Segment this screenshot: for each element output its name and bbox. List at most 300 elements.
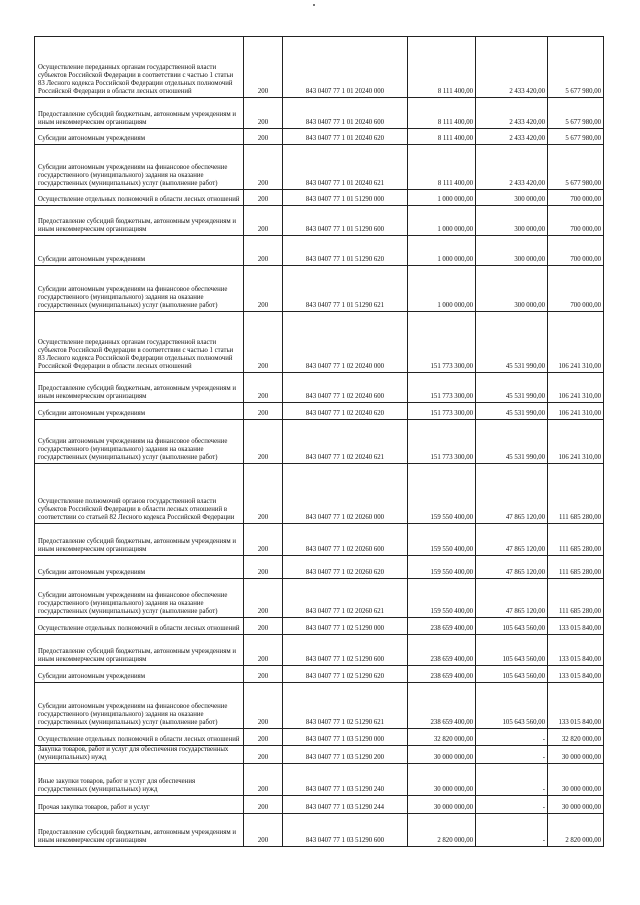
row-classification-code — [283, 420, 408, 464]
row-executed-amount-text: 47 865 120,00 — [505, 513, 545, 521]
row-unexecuted-amount-text: 106 241 310,00 — [558, 362, 601, 370]
row-classification-code-text: 843 0407 77 1 03 51290 240 — [305, 786, 385, 794]
row-approved-amount-text: 238 659 400,00 — [430, 718, 473, 726]
table-row — [35, 683, 604, 729]
table-row — [35, 666, 604, 683]
row-approved-amount-text: 1 000 000,00 — [437, 255, 473, 263]
row-approved-amount-text: 8 111 400,00 — [437, 87, 473, 95]
row-executed-amount-text: 47 865 120,00 — [505, 568, 545, 576]
row-classification-code — [283, 312, 408, 373]
row-unexecuted-amount — [548, 312, 604, 373]
row-executed-amount-text: 45 531 990,00 — [505, 392, 545, 400]
row-classification-code-text: 843 0407 77 1 02 20260 621 — [305, 607, 385, 615]
row-executed-amount-text: 300 000,00 — [514, 225, 545, 233]
row-unexecuted-amount — [548, 145, 604, 190]
row-code — [244, 814, 283, 847]
row-approved-amount — [408, 37, 476, 98]
row-description — [35, 683, 244, 729]
row-code-text: 200 — [257, 786, 269, 794]
row-approved-amount — [408, 206, 476, 236]
row-code — [244, 796, 283, 814]
row-approved-amount-text: 8 111 400,00 — [437, 179, 473, 187]
row-executed-amount-text: 2 433 420,00 — [509, 134, 545, 142]
row-approved-amount — [408, 524, 476, 556]
row-code-text: 200 — [257, 179, 269, 187]
row-description — [35, 403, 244, 420]
row-description-text: Осуществление переданных органам государственной власти субъектов Российской Федерации в соответствии с частью 1 статьи 83 Лесного кодекса Российской Федерации отдельных полномочий Российской Федерации в области лесных отношений — [38, 63, 234, 95]
row-executed-amount-text: - — [542, 837, 545, 845]
row-classification-code — [283, 814, 408, 847]
row-executed-amount — [476, 666, 548, 683]
row-approved-amount-text: 8 111 400,00 — [437, 134, 473, 142]
table-body — [35, 37, 604, 847]
row-classification-code-text: 843 0407 77 1 01 51290 000 — [305, 195, 385, 203]
table-row — [35, 764, 604, 796]
row-description — [35, 37, 244, 98]
row-classification-code — [283, 145, 408, 190]
row-code-text: 200 — [257, 837, 269, 845]
row-code — [244, 556, 283, 579]
row-executed-amount-text: - — [542, 786, 545, 794]
row-code — [244, 236, 283, 266]
row-classification-code-text: 843 0407 77 1 01 51290 621 — [305, 301, 385, 309]
row-classification-code-text: 843 0407 77 1 01 20240 620 — [305, 134, 385, 142]
row-executed-amount — [476, 729, 548, 746]
row-description — [35, 618, 244, 635]
row-description-text: Иные закупки товаров, работ и услуг для обеспечения государственных (муниципальных) нужд — [38, 778, 196, 794]
row-classification-code — [283, 746, 408, 764]
table-row — [35, 579, 604, 618]
row-unexecuted-amount-text: 5 677 980,00 — [565, 118, 601, 126]
table-row — [35, 266, 604, 312]
row-description — [35, 635, 244, 666]
row-code — [244, 145, 283, 190]
row-unexecuted-amount — [548, 464, 604, 524]
row-code — [244, 746, 283, 764]
row-unexecuted-amount-text: 700 000,00 — [570, 225, 601, 233]
row-approved-amount — [408, 145, 476, 190]
row-unexecuted-amount-text: 106 241 310,00 — [558, 392, 601, 400]
row-classification-code — [283, 190, 408, 206]
row-executed-amount-text: 300 000,00 — [514, 301, 545, 309]
row-executed-amount-text: 2 433 420,00 — [509, 87, 545, 95]
row-classification-code — [283, 579, 408, 618]
row-executed-amount-text: 300 000,00 — [514, 195, 545, 203]
row-description-text: Предоставление субсидий бюджетным, автономным учреждениям и иным некоммерческим организациям — [38, 537, 236, 553]
row-classification-code-text: 843 0407 77 1 03 51290 600 — [305, 837, 385, 845]
row-executed-amount-text: - — [542, 754, 545, 762]
row-approved-amount — [408, 796, 476, 814]
row-unexecuted-amount — [548, 618, 604, 635]
table-row — [35, 206, 604, 236]
row-classification-code-text: 843 0407 77 1 02 20240 000 — [305, 362, 385, 370]
row-approved-amount — [408, 420, 476, 464]
row-classification-code — [283, 524, 408, 556]
row-executed-amount — [476, 683, 548, 729]
row-approved-amount-text: 30 000 000,00 — [433, 754, 473, 762]
row-description-text: Субсидии автономным учреждениям — [38, 568, 146, 576]
row-unexecuted-amount-text: 700 000,00 — [570, 301, 601, 309]
row-code — [244, 729, 283, 746]
row-executed-amount — [476, 98, 548, 129]
row-classification-code — [283, 556, 408, 579]
row-approved-amount-text: 159 550 400,00 — [430, 607, 473, 615]
row-code-text: 200 — [257, 87, 269, 95]
row-approved-amount — [408, 683, 476, 729]
row-unexecuted-amount — [548, 683, 604, 729]
row-approved-amount-text: 1 000 000,00 — [437, 195, 473, 203]
row-unexecuted-amount-text: 133 015 840,00 — [558, 718, 601, 726]
row-code-text: 200 — [257, 301, 269, 309]
row-approved-amount-text: 151 773 300,00 — [430, 453, 473, 461]
row-executed-amount-text: 300 000,00 — [514, 255, 545, 263]
row-description — [35, 129, 244, 145]
row-code-text: 200 — [257, 362, 269, 370]
row-executed-amount — [476, 145, 548, 190]
row-description-text: Субсидии автономным учреждениям на финансовое обеспечение государственного (муниципального) задания на оказание государственных (муниципальных) услуг (выполнение работ) — [38, 591, 228, 615]
row-unexecuted-amount — [548, 764, 604, 796]
row-unexecuted-amount-text: 106 241 310,00 — [558, 409, 601, 417]
row-unexecuted-amount — [548, 129, 604, 145]
row-approved-amount — [408, 190, 476, 206]
row-executed-amount-text: - — [542, 735, 545, 743]
row-classification-code — [283, 129, 408, 145]
row-approved-amount — [408, 746, 476, 764]
table-row — [35, 403, 604, 420]
row-approved-amount-text: 1 000 000,00 — [437, 301, 473, 309]
row-description-text: Осуществление отдельных полномочий в области лесных отношений — [38, 624, 240, 632]
row-description — [35, 524, 244, 556]
row-unexecuted-amount-text: 111 685 280,00 — [559, 568, 601, 576]
table-row — [35, 190, 604, 206]
row-classification-code-text: 843 0407 77 1 02 20260 600 — [305, 545, 385, 553]
row-description — [35, 666, 244, 683]
row-approved-amount-text: 238 659 400,00 — [430, 672, 473, 680]
table-row — [35, 420, 604, 464]
row-executed-amount — [476, 373, 548, 403]
row-code — [244, 98, 283, 129]
row-code-text: 200 — [257, 118, 269, 126]
table-row — [35, 746, 604, 764]
row-executed-amount — [476, 403, 548, 420]
row-code-text: 200 — [257, 718, 269, 726]
row-description-text: Субсидии автономным учреждениям — [38, 255, 146, 263]
table-row — [35, 635, 604, 666]
row-executed-amount — [476, 796, 548, 814]
row-code-text: 200 — [257, 624, 269, 632]
row-executed-amount-text: 2 433 420,00 — [509, 179, 545, 187]
row-approved-amount — [408, 666, 476, 683]
row-code-text: 200 — [257, 225, 269, 233]
row-unexecuted-amount — [548, 746, 604, 764]
table-row — [35, 796, 604, 814]
row-executed-amount — [476, 37, 548, 98]
row-approved-amount-text: 159 550 400,00 — [430, 545, 473, 553]
row-unexecuted-amount-text: 700 000,00 — [570, 195, 601, 203]
row-code — [244, 635, 283, 666]
table-row — [35, 236, 604, 266]
row-code — [244, 764, 283, 796]
table-row — [35, 814, 604, 847]
row-classification-code-text: 843 0407 77 1 02 20260 620 — [305, 568, 385, 576]
row-approved-amount-text: 32 820 000,00 — [433, 735, 473, 743]
row-unexecuted-amount — [548, 524, 604, 556]
row-classification-code-text: 843 0407 77 1 02 51290 000 — [305, 624, 385, 632]
row-classification-code — [283, 464, 408, 524]
row-classification-code-text: 843 0407 77 1 02 20240 621 — [305, 453, 385, 461]
row-code — [244, 129, 283, 145]
row-code-text: 200 — [257, 607, 269, 615]
row-unexecuted-amount-text: 111 685 280,00 — [559, 607, 601, 615]
row-description — [35, 796, 244, 814]
row-unexecuted-amount-text: 2 820 000,00 — [565, 837, 601, 845]
row-description-text: Субсидии автономным учреждениям на финансовое обеспечение государственного (муниципального) задания на оказание государственных (муниципальных) услуг (выполнение работ) — [38, 163, 228, 187]
row-executed-amount — [476, 746, 548, 764]
row-description-text: Прочая закупка товаров, работ и услуг — [38, 804, 150, 812]
row-classification-code — [283, 98, 408, 129]
row-classification-code-text: 843 0407 77 1 01 51290 600 — [305, 225, 385, 233]
row-description-text: Субсидии автономным учреждениям на финансовое обеспечение государственного (муниципального) задания на оказание государственных (муниципальных) услуг (выполнение работ) — [38, 702, 228, 726]
row-executed-amount-text: 2 433 420,00 — [509, 118, 545, 126]
row-executed-amount — [476, 312, 548, 373]
row-description-text: Субсидии автономным учреждениям на финансовое обеспечение государственного (муниципального) задания на оказание государственных (муниципальных) услуг (выполнение работ) — [38, 437, 228, 461]
row-classification-code — [283, 373, 408, 403]
row-executed-amount — [476, 464, 548, 524]
row-unexecuted-amount — [548, 556, 604, 579]
row-executed-amount — [476, 764, 548, 796]
row-classification-code-text: 843 0407 77 1 03 51290 200 — [305, 754, 385, 762]
row-approved-amount-text: 1 000 000,00 — [437, 225, 473, 233]
row-unexecuted-amount-text: 32 820 000,00 — [561, 735, 601, 743]
row-approved-amount — [408, 373, 476, 403]
row-code — [244, 206, 283, 236]
row-unexecuted-amount-text: 5 677 980,00 — [565, 87, 601, 95]
row-executed-amount — [476, 236, 548, 266]
row-classification-code — [283, 666, 408, 683]
row-code — [244, 683, 283, 729]
row-approved-amount-text: 238 659 400,00 — [430, 624, 473, 632]
row-approved-amount — [408, 312, 476, 373]
row-classification-code — [283, 764, 408, 796]
row-approved-amount-text: 151 773 300,00 — [430, 409, 473, 417]
row-approved-amount-text: 2 820 000,00 — [437, 837, 473, 845]
row-executed-amount — [476, 129, 548, 145]
row-description — [35, 236, 244, 266]
row-executed-amount-text: 45 531 990,00 — [505, 453, 545, 461]
row-unexecuted-amount — [548, 814, 604, 847]
row-unexecuted-amount — [548, 403, 604, 420]
row-description — [35, 420, 244, 464]
row-code — [244, 190, 283, 206]
row-code-text: 200 — [257, 134, 269, 142]
row-classification-code-text: 843 0407 77 1 02 20260 000 — [305, 513, 385, 521]
row-executed-amount — [476, 579, 548, 618]
row-unexecuted-amount-text: 5 677 980,00 — [565, 179, 601, 187]
table-row — [35, 464, 604, 524]
row-code — [244, 464, 283, 524]
row-executed-amount — [476, 635, 548, 666]
row-executed-amount-text: 105 643 560,00 — [502, 672, 545, 680]
row-description — [35, 98, 244, 129]
table-row — [35, 312, 604, 373]
row-unexecuted-amount — [548, 666, 604, 683]
row-executed-amount-text: 105 643 560,00 — [502, 624, 545, 632]
row-code-text: 200 — [257, 513, 269, 521]
row-unexecuted-amount — [548, 266, 604, 312]
row-description-text: Предоставление субсидий бюджетным, автономным учреждениям и иным некоммерческим организациям — [38, 217, 236, 233]
row-unexecuted-amount — [548, 190, 604, 206]
row-code-text: 200 — [257, 568, 269, 576]
row-unexecuted-amount-text: 133 015 840,00 — [558, 672, 601, 680]
row-unexecuted-amount-text: 133 015 840,00 — [558, 624, 601, 632]
row-classification-code-text: 843 0407 77 1 03 51290 244 — [305, 804, 385, 812]
row-description-text: Осуществление переданных органам государственной власти субъектов Российской Федерации в соответствии с частью 1 статьи 83 Лесного кодекса Российской Федерации отдельных полномочий Российской Федерации в области лесных отношений — [38, 338, 234, 370]
row-executed-amount-text: 47 865 120,00 — [505, 545, 545, 553]
row-approved-amount — [408, 129, 476, 145]
row-unexecuted-amount-text: 5 677 980,00 — [565, 134, 601, 142]
row-approved-amount — [408, 403, 476, 420]
table-row — [35, 145, 604, 190]
row-unexecuted-amount-text: 30 000 000,00 — [561, 786, 601, 794]
row-executed-amount-text: 45 531 990,00 — [505, 362, 545, 370]
budget-execution-table — [34, 36, 604, 847]
row-unexecuted-amount-text: 30 000 000,00 — [561, 754, 601, 762]
row-executed-amount — [476, 618, 548, 635]
row-description-text: Предоставление субсидий бюджетным, автономным учреждениям и иным некоммерческим организациям — [38, 384, 236, 400]
row-description — [35, 729, 244, 746]
table-row — [35, 729, 604, 746]
row-classification-code — [283, 635, 408, 666]
row-classification-code-text: 843 0407 77 1 02 20240 600 — [305, 392, 385, 400]
row-description-text: Субсидии автономным учреждениям — [38, 672, 146, 680]
row-code-text: 200 — [257, 195, 269, 203]
row-classification-code-text: 843 0407 77 1 01 20240 600 — [305, 118, 385, 126]
row-code-text: 200 — [257, 545, 269, 553]
row-unexecuted-amount — [548, 373, 604, 403]
row-code-text: 200 — [257, 453, 269, 461]
row-executed-amount-text: - — [542, 804, 545, 812]
row-code-text: 200 — [257, 409, 269, 417]
row-unexecuted-amount-text: 111 685 280,00 — [559, 513, 601, 521]
row-code — [244, 312, 283, 373]
row-description-text: Субсидии автономным учреждениям — [38, 134, 146, 142]
row-classification-code — [283, 403, 408, 420]
row-code — [244, 666, 283, 683]
row-classification-code — [283, 266, 408, 312]
row-classification-code-text: 843 0407 77 1 02 51290 621 — [305, 718, 385, 726]
row-description — [35, 145, 244, 190]
row-unexecuted-amount-text: 30 000 000,00 — [561, 804, 601, 812]
row-description-text: Осуществление полномочий органов государственной власти субъектов Российской Федерации в области лесных отношений в соответствии со статьей 82 Лесного кодекса Российской Федерации — [38, 497, 235, 521]
row-classification-code — [283, 683, 408, 729]
row-code — [244, 524, 283, 556]
row-approved-amount — [408, 579, 476, 618]
row-description-text: Предоставление субсидий бюджетным, автономным учреждениям и иным некоммерческим организациям — [38, 829, 236, 845]
row-classification-code — [283, 618, 408, 635]
row-executed-amount-text: 47 865 120,00 — [505, 607, 545, 615]
row-description — [35, 579, 244, 618]
scan-speck — [313, 4, 315, 6]
row-approved-amount-text: 159 550 400,00 — [430, 513, 473, 521]
table-row — [35, 373, 604, 403]
row-description — [35, 556, 244, 579]
row-approved-amount — [408, 464, 476, 524]
row-description-text: Осуществление отдельных полномочий в области лесных отношений — [38, 735, 240, 743]
row-executed-amount — [476, 206, 548, 236]
row-code-text: 200 — [257, 655, 269, 663]
row-description — [35, 746, 244, 764]
row-classification-code-text: 843 0407 77 1 02 20240 620 — [305, 409, 385, 417]
row-executed-amount — [476, 266, 548, 312]
row-executed-amount — [476, 814, 548, 847]
row-classification-code-text: 843 0407 77 1 01 20240 621 — [305, 179, 385, 187]
row-code — [244, 37, 283, 98]
table-row — [35, 98, 604, 129]
row-classification-code — [283, 796, 408, 814]
table-row — [35, 556, 604, 579]
row-description-text: Субсидии автономным учреждениям — [38, 409, 146, 417]
row-unexecuted-amount-text: 700 000,00 — [570, 255, 601, 263]
row-description-text: Предоставление субсидий бюджетным, автономным учреждениям и иным некоммерческим организациям — [38, 110, 236, 126]
row-unexecuted-amount-text: 106 241 310,00 — [558, 453, 601, 461]
row-classification-code-text: 843 0407 77 1 01 51290 620 — [305, 255, 385, 263]
row-code-text: 200 — [257, 754, 269, 762]
row-description-text: Предоставление субсидий бюджетным, автономным учреждениям и иным некоммерческим организациям — [38, 647, 236, 663]
row-approved-amount-text: 30 000 000,00 — [433, 786, 473, 794]
row-description — [35, 312, 244, 373]
row-description — [35, 190, 244, 206]
row-code-text: 200 — [257, 735, 269, 743]
row-unexecuted-amount — [548, 796, 604, 814]
row-description — [35, 206, 244, 236]
row-unexecuted-amount — [548, 236, 604, 266]
row-unexecuted-amount — [548, 37, 604, 98]
table-row — [35, 129, 604, 145]
row-executed-amount — [476, 420, 548, 464]
row-approved-amount-text: 8 111 400,00 — [437, 118, 473, 126]
row-approved-amount-text: 159 550 400,00 — [430, 568, 473, 576]
row-code-text: 200 — [257, 392, 269, 400]
table-row — [35, 37, 604, 98]
row-approved-amount — [408, 764, 476, 796]
row-description-text: Субсидии автономным учреждениям на финансовое обеспечение государственного (муниципального) задания на оказание государственных (муниципальных) услуг (выполнение работ) — [38, 285, 228, 309]
row-code — [244, 618, 283, 635]
row-unexecuted-amount-text: 111 685 280,00 — [559, 545, 601, 553]
row-description-text: Закупка товаров, работ и услуг для обеспечения государственных (муниципальных) нужд — [38, 746, 229, 762]
row-approved-amount-text: 151 773 300,00 — [430, 392, 473, 400]
row-approved-amount — [408, 635, 476, 666]
row-unexecuted-amount — [548, 579, 604, 618]
row-classification-code — [283, 729, 408, 746]
row-description — [35, 464, 244, 524]
row-description — [35, 814, 244, 847]
row-approved-amount — [408, 556, 476, 579]
row-executed-amount-text: 105 643 560,00 — [502, 718, 545, 726]
row-code — [244, 373, 283, 403]
row-unexecuted-amount — [548, 420, 604, 464]
row-executed-amount — [476, 524, 548, 556]
row-approved-amount — [408, 266, 476, 312]
row-classification-code — [283, 236, 408, 266]
row-code — [244, 420, 283, 464]
row-approved-amount — [408, 729, 476, 746]
row-approved-amount — [408, 98, 476, 129]
row-description-text: Осуществление отдельных полномочий в области лесных отношений — [38, 195, 240, 203]
row-approved-amount — [408, 814, 476, 847]
row-code-text: 200 — [257, 255, 269, 263]
row-approved-amount-text: 30 000 000,00 — [433, 804, 473, 812]
row-approved-amount-text: 238 659 400,00 — [430, 655, 473, 663]
